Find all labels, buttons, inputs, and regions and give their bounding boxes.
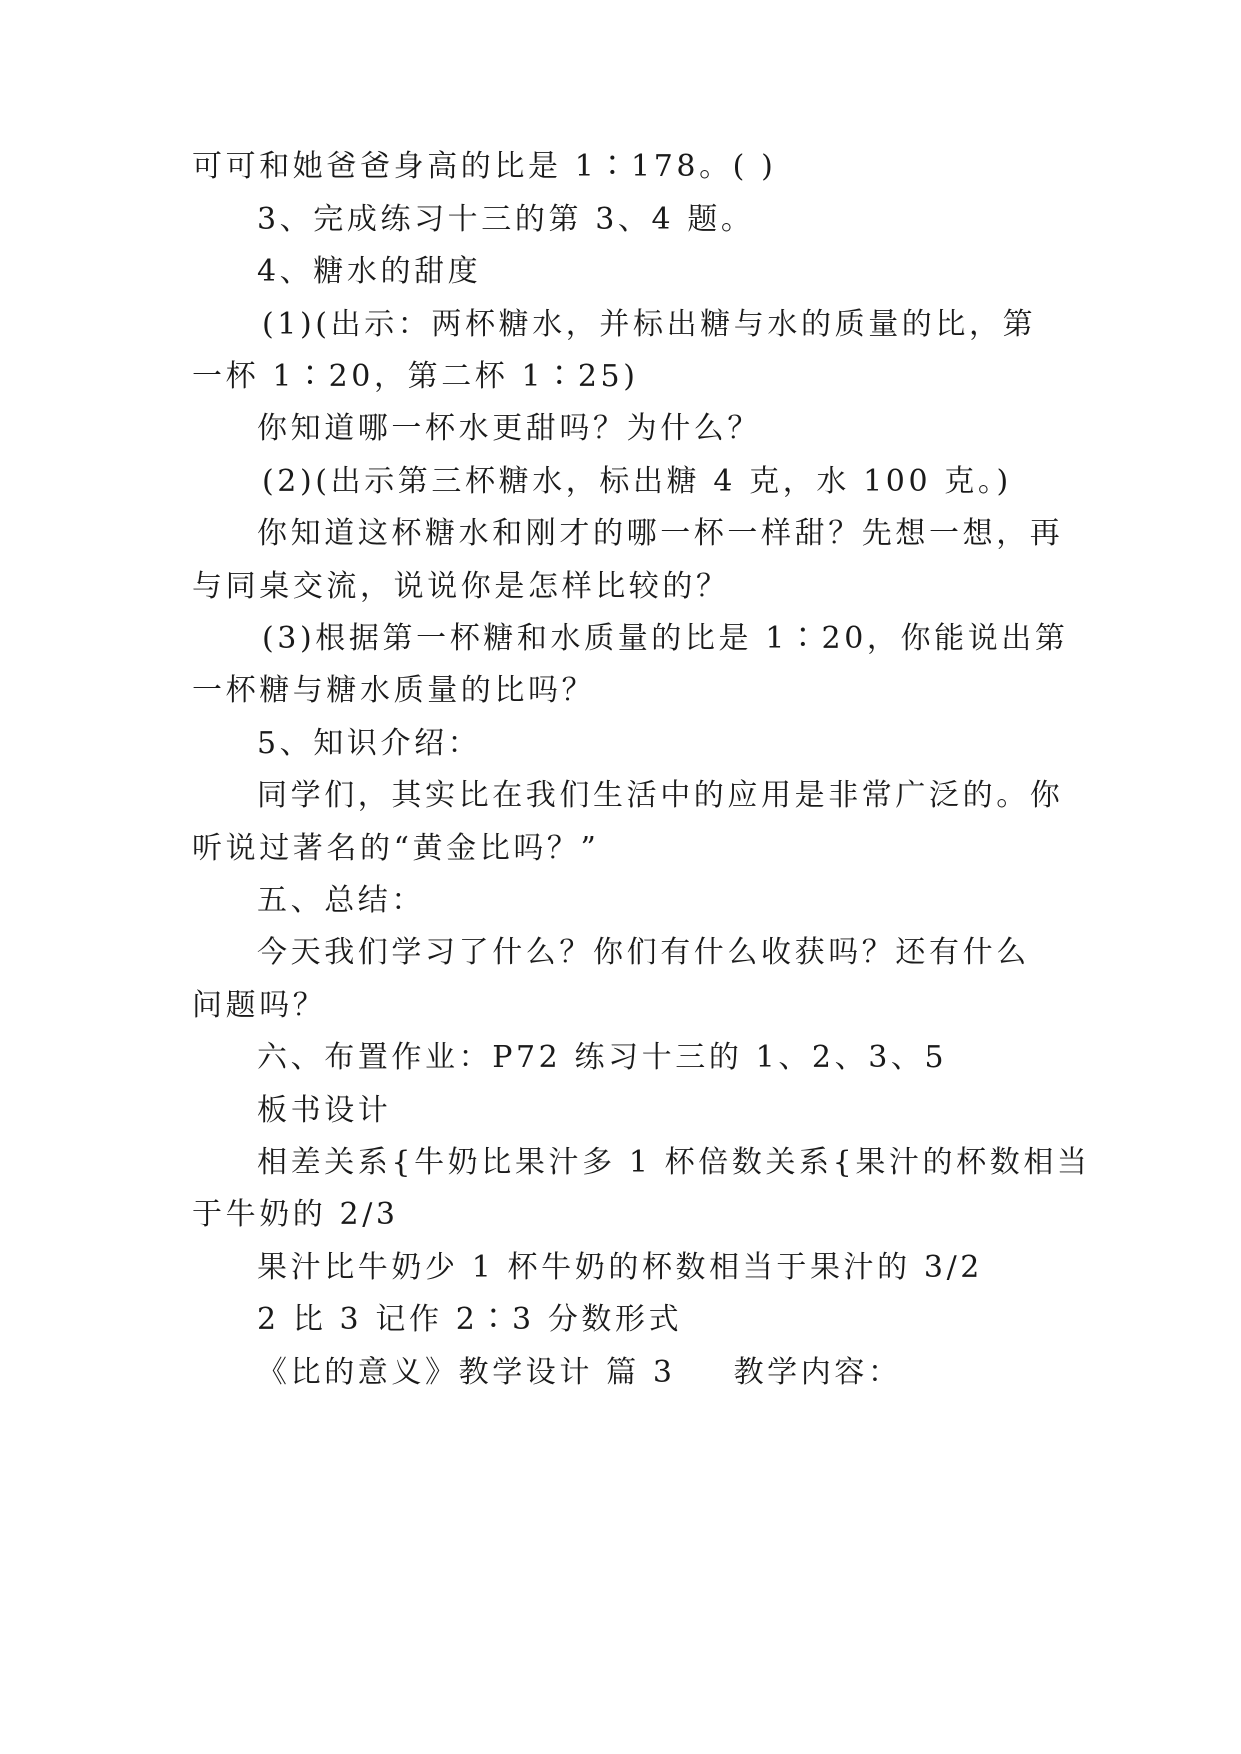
- text-line: 同学们，其实比在我们生活中的应用是非常广泛的。你: [257, 778, 1064, 813]
- text-line: 六、布置作业：P72 练习十三的 1、2、3、5: [257, 1040, 948, 1075]
- text-line: (1)(出示：两杯糖水，并标出糖与水的质量的比，第: [262, 307, 1037, 342]
- text-line: 听说过著名的“黄金比吗？”: [192, 831, 600, 866]
- text-line: 问题吗？: [192, 988, 327, 1023]
- text-line: 可可和她爸爸身高的比是 1∶178。( ): [192, 149, 777, 184]
- text-line: 一杯糖与糖水质量的比吗？: [192, 673, 596, 708]
- text-line: (2)(出示第三杯糖水，标出糖 4 克，水 100 克。): [262, 464, 1012, 499]
- text-line: 于牛奶的 2/3: [192, 1197, 399, 1232]
- text-line: 你知道哪一杯水更甜吗？为什么？: [257, 411, 761, 446]
- text-line: 五、总结：: [257, 883, 425, 918]
- text-line: 5、知识介绍：: [257, 726, 482, 761]
- text-line: 与同桌交流，说说你是怎样比较的？: [192, 569, 730, 604]
- text-line: 你知道这杯糖水和刚才的哪一杯一样甜？先想一想，再: [257, 516, 1064, 551]
- text-line: 相差关系{牛奶比果汁多 1 杯倍数关系{果汁的杯数相当: [257, 1145, 1091, 1180]
- text-line: 3、完成练习十三的第 3、4 题。: [257, 202, 755, 237]
- text-line: (3)根据第一杯糖和水质量的比是 1∶20，你能说出第: [262, 621, 1069, 656]
- text-line-last: [0, 1344, 1241, 1402]
- text-line: 板书设计: [257, 1093, 392, 1128]
- text-line: 果汁比牛奶少 1 杯牛奶的杯数相当于果汁的 3/2: [257, 1250, 983, 1285]
- text-line: 4、糖水的甜度: [257, 254, 482, 289]
- section-subtitle: 教学内容：: [733, 1355, 902, 1390]
- text-line: 2 比 3 记作 2∶3 分数形式: [257, 1302, 683, 1337]
- section-title: 《比的意义》教学设计 篇 3: [257, 1355, 676, 1390]
- text-line: 今天我们学习了什么？你们有什么收获吗？还有什么: [257, 935, 1030, 970]
- text-line: 一杯 1∶20，第二杯 1∶25): [192, 359, 639, 394]
